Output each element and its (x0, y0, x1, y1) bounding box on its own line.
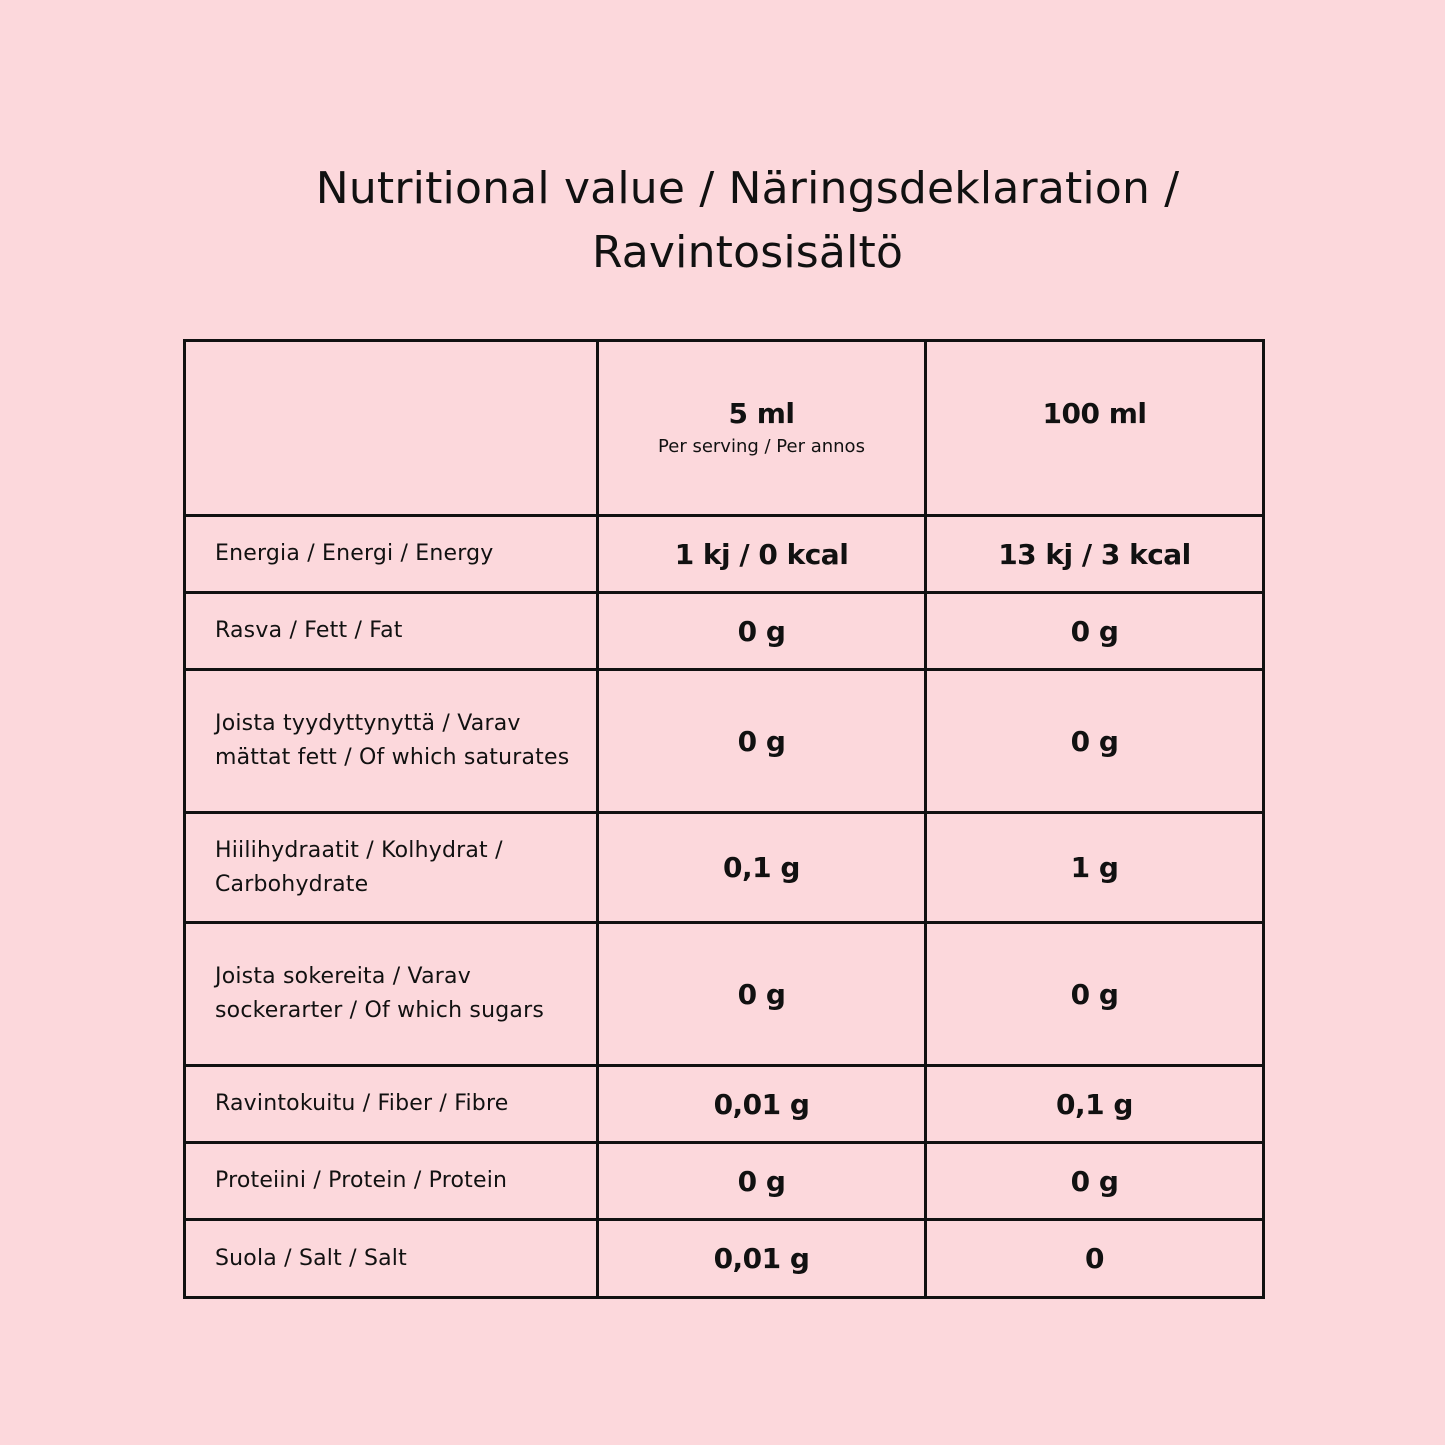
row-value-per100: 0 g (926, 670, 1264, 813)
header-serving-cell (598, 341, 926, 516)
header-per100-cell (926, 341, 1264, 516)
row-value-per100: 0,1 g (926, 1066, 1264, 1143)
header-per100-spacer (927, 433, 1262, 461)
row-value-per100: 0 (926, 1220, 1264, 1298)
table-row (185, 516, 1264, 593)
table-row (185, 813, 1264, 923)
table-row (185, 1066, 1264, 1143)
table-row (185, 1220, 1264, 1298)
page-title (200, 157, 1295, 285)
header-serving-amount: 5 ml (728, 397, 795, 430)
row-label-carbohydrate: Hiilihydraatit / Kolhydrat / Carbohydrate (185, 813, 598, 923)
row-label-protein: Proteiini / Protein / Protein (185, 1143, 598, 1220)
row-label-saturates: Joista tyydyttynyttä / Varav mättat fett / Of which saturates (185, 670, 598, 813)
row-value-serving: 0,01 g (598, 1066, 926, 1143)
table-row (185, 1143, 1264, 1220)
title-line-2: Ravintosisältö (591, 227, 904, 278)
row-value-serving: 0 g (598, 923, 926, 1066)
row-label-energy: Energia / Energi / Energy (185, 516, 598, 593)
row-label-fat: Rasva / Fett / Fat (185, 593, 598, 670)
row-value-per100: 0 g (926, 593, 1264, 670)
row-label-salt: Suola / Salt / Salt (185, 1220, 598, 1298)
table-header-row (185, 341, 1264, 516)
row-value-per100: 0 g (926, 1143, 1264, 1220)
row-value-serving: 0,01 g (598, 1220, 926, 1298)
row-value-per100: 0 g (926, 923, 1264, 1066)
table-row (185, 923, 1264, 1066)
row-label-sugars: Joista sokereita / Varav sockerarter / Of which sugars (185, 923, 598, 1066)
row-value-serving: 0,1 g (598, 813, 926, 923)
row-value-serving: 0 g (598, 670, 926, 813)
table-row (185, 670, 1264, 813)
row-label-fibre: Ravintokuitu / Fiber / Fibre (185, 1066, 598, 1143)
title-line-1: Nutritional value / Näringsdeklaration / (315, 163, 1180, 214)
nutrition-table (183, 339, 1265, 1299)
row-value-per100: 13 kj / 3 kcal (926, 516, 1264, 593)
row-value-serving: 1 kj / 0 kcal (598, 516, 926, 593)
header-per100-amount: 100 ml (1042, 397, 1147, 430)
header-empty-cell (185, 341, 598, 516)
row-value-serving: 0 g (598, 593, 926, 670)
table-row (185, 593, 1264, 670)
header-serving-caption: Per serving / Per annos (658, 436, 865, 457)
row-value-per100: 1 g (926, 813, 1264, 923)
row-value-serving: 0 g (598, 1143, 926, 1220)
